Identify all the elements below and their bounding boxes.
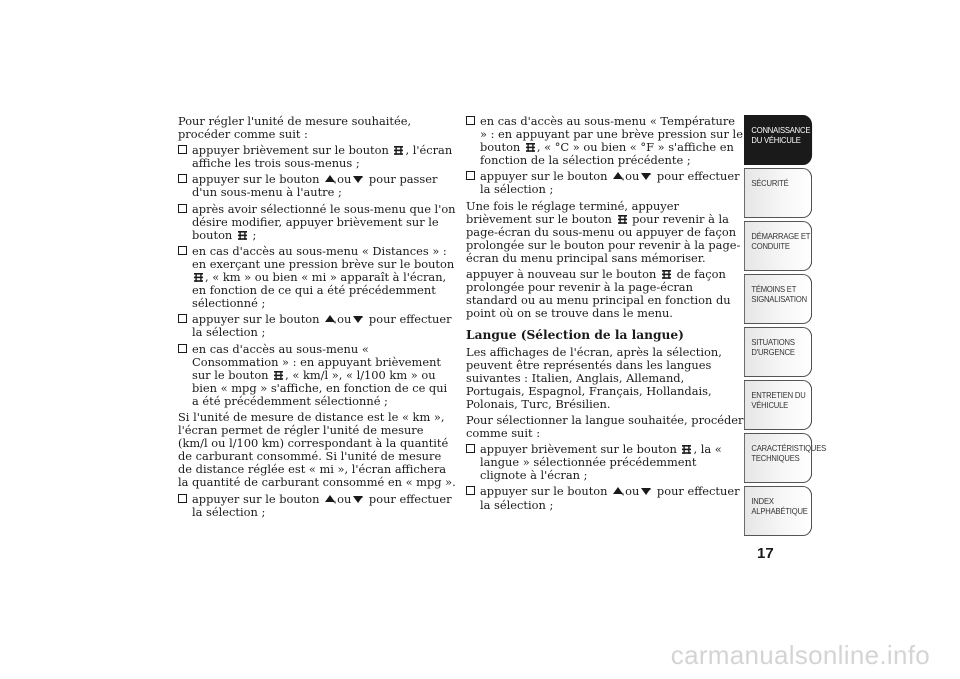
ok-button-icon (237, 230, 248, 241)
item-text: , « km/l », « l/100 km » ou bien « mpg » s'affiche, en fonction de ce qui a été précédemment sélectionné ; (192, 367, 448, 408)
checkbox-bullet-icon (178, 314, 187, 323)
checkbox-bullet-icon (466, 116, 475, 125)
checkbox-bullet-icon (178, 145, 187, 154)
checkbox-bullet-icon (466, 171, 475, 180)
ok-button-icon (617, 214, 628, 225)
checkbox-bullet-icon (466, 486, 475, 495)
page-number: 17 (757, 545, 774, 562)
para-text: Une fois le réglage terminé, appuyer brièvement sur le bouton (466, 198, 679, 226)
para-text: pour revenir à la page-écran du sous-menu ou appuyer de façon prolongée sur le bouton pour revenir à la page-écran du menu principal sans mémoriser. (466, 211, 741, 265)
item-text: en cas d'accès au sous-menu « Consommation » : en appuyant brièvement sur le bouton (192, 341, 442, 382)
list-item (178, 173, 456, 199)
paragraph-procedure: Pour sélectionner la langue souhaitée, procéder comme suit : (466, 412, 744, 441)
right-column (466, 115, 744, 515)
up-arrow-icon (612, 485, 624, 497)
checkbox-bullet-icon (178, 344, 187, 353)
item-text: appuyer sur le bouton (192, 312, 320, 327)
item-text: pour effectuer la sélection ; (480, 169, 740, 197)
item-text: appuyer sur le bouton (192, 172, 320, 187)
paragraph-long-press (466, 268, 744, 320)
ok-button-icon (393, 145, 404, 156)
item-text: en cas d'accès au sous-menu « Température » : en appuyant par une brève pression sur le bouton (480, 114, 743, 155)
item-text: en cas d'accès au sous-menu « Distances » : en exerçant une pression brève sur le bouton (192, 243, 455, 271)
item-text: , l'écran affiche les trois sous-menus ; (192, 143, 453, 171)
tab-temoins-signalisation[interactable]: TÉMOINS ET SIGNALISATION (744, 274, 812, 324)
tab-demarrage-conduite[interactable]: DÉMARRAGE ET CONDUITE (744, 221, 812, 271)
checkbox-bullet-icon (178, 204, 187, 213)
ou-text: ou (337, 312, 352, 327)
tab-securite[interactable]: SÉCURITÉ (744, 168, 812, 218)
tab-index-alphabetique[interactable]: INDEX ALPHABÉTIQUE (744, 486, 812, 536)
list-item (178, 245, 456, 310)
item-text: appuyer sur le bouton (480, 169, 608, 184)
up-arrow-icon (324, 313, 336, 325)
up-arrow-icon (324, 493, 336, 505)
item-text: appuyer sur le bouton (192, 491, 320, 506)
item-text: pour effectuer la sélection ; (480, 484, 740, 512)
checkbox-bullet-icon (178, 246, 187, 255)
item-text: , « °C » ou bien « °F » s'affiche en fonction de la sélection précédente ; (480, 140, 734, 168)
ok-button-icon (661, 269, 672, 280)
checkbox-bullet-icon (178, 494, 187, 503)
tab-entretien-vehicule[interactable]: ENTRETIEN DU VÉHICULE (744, 380, 812, 430)
ou-text: ou (337, 172, 352, 187)
watermark: carmanualsonline.info (670, 640, 930, 670)
tab-connaissance-vehicule[interactable]: CONNAISSANCE DU VÉHICULE (744, 115, 812, 165)
item-text: pour effectuer la sélection ; (192, 491, 452, 519)
ok-button-icon (525, 142, 536, 153)
left-column (178, 115, 456, 522)
checkbox-bullet-icon (178, 174, 187, 183)
up-arrow-icon (324, 173, 336, 185)
tab-caracteristiques-techniques[interactable]: CARACTÉRISTIQUES TECHNIQUES (744, 433, 812, 483)
item-text: appuyer sur le bouton (480, 484, 608, 499)
paragraph-distance-unit: Si l'unité de mesure de distance est le « km », l'écran permet de régler l'unité de mesure (km/l ou l/100 km) correspondant à la quantité de carburant consommé. Si l'unité de mesure de distance réglée est « mi », l'écran affichera la quantité de carburant consommé en « mpg ». (178, 409, 456, 490)
list-item (466, 485, 744, 511)
down-arrow-icon (640, 485, 652, 497)
list-item (466, 443, 744, 482)
tab-situations-urgence[interactable]: SITUATIONS D'URGENCE (744, 327, 812, 377)
list-item (178, 144, 456, 170)
list-item (178, 343, 456, 408)
item-text: , « km » ou bien « mi » apparaît à l'écran, en fonction de ce qui a été précédemment sélectionné ; (192, 270, 447, 311)
list-item (178, 493, 456, 519)
ok-button-icon (273, 370, 284, 381)
item-text: pour effectuer la sélection ; (192, 312, 452, 340)
down-arrow-icon (352, 313, 364, 325)
item-text: ; (248, 227, 257, 242)
paragraph-intro: Pour régler l'unité de mesure souhaitée, procéder comme suit : (178, 114, 412, 142)
ou-text: ou (337, 491, 352, 506)
ou-text: ou (625, 169, 640, 184)
paragraph-return (466, 200, 744, 265)
ok-button-icon (681, 444, 692, 455)
checkbox-bullet-icon (466, 444, 475, 453)
list-item (466, 115, 744, 167)
item-text: , la « langue » sélectionnée précédemment clignote à l'écran ; (480, 442, 722, 483)
item-text: appuyer brièvement sur le bouton (480, 442, 677, 457)
chapter-tabs (744, 115, 827, 539)
ou-text: ou (625, 484, 640, 499)
paragraph-languages: Les affichages de l'écran, après la sélection, peuvent être représentés dans les langues suivantes : Italien, Anglais, Allemand, Portugais, Espagnol, Français, Hollandais, Polonais, Turc, Brésilien. (466, 344, 722, 411)
down-arrow-icon (352, 493, 364, 505)
item-text: après avoir sélectionné le sous-menu que l'on désire modifier, appuyer brièvement sur le bouton (192, 201, 456, 242)
section-heading: Langue (Sélection de la langue) (466, 328, 684, 343)
up-arrow-icon (612, 170, 624, 182)
list-item (466, 170, 744, 196)
down-arrow-icon (640, 170, 652, 182)
item-text: appuyer brièvement sur le bouton (192, 143, 389, 158)
para-text: appuyer à nouveau sur le bouton (466, 267, 657, 282)
ok-button-icon (193, 272, 204, 283)
list-item (178, 203, 456, 242)
item-text: pour passer d'un sous-menu à l'autre ; (192, 172, 438, 200)
down-arrow-icon (352, 173, 364, 185)
para-text: de façon prolongée pour revenir à la page-écran standard ou au menu principal en fonction du point où on se trouve dans le menu. (466, 267, 731, 321)
list-item (178, 313, 456, 339)
